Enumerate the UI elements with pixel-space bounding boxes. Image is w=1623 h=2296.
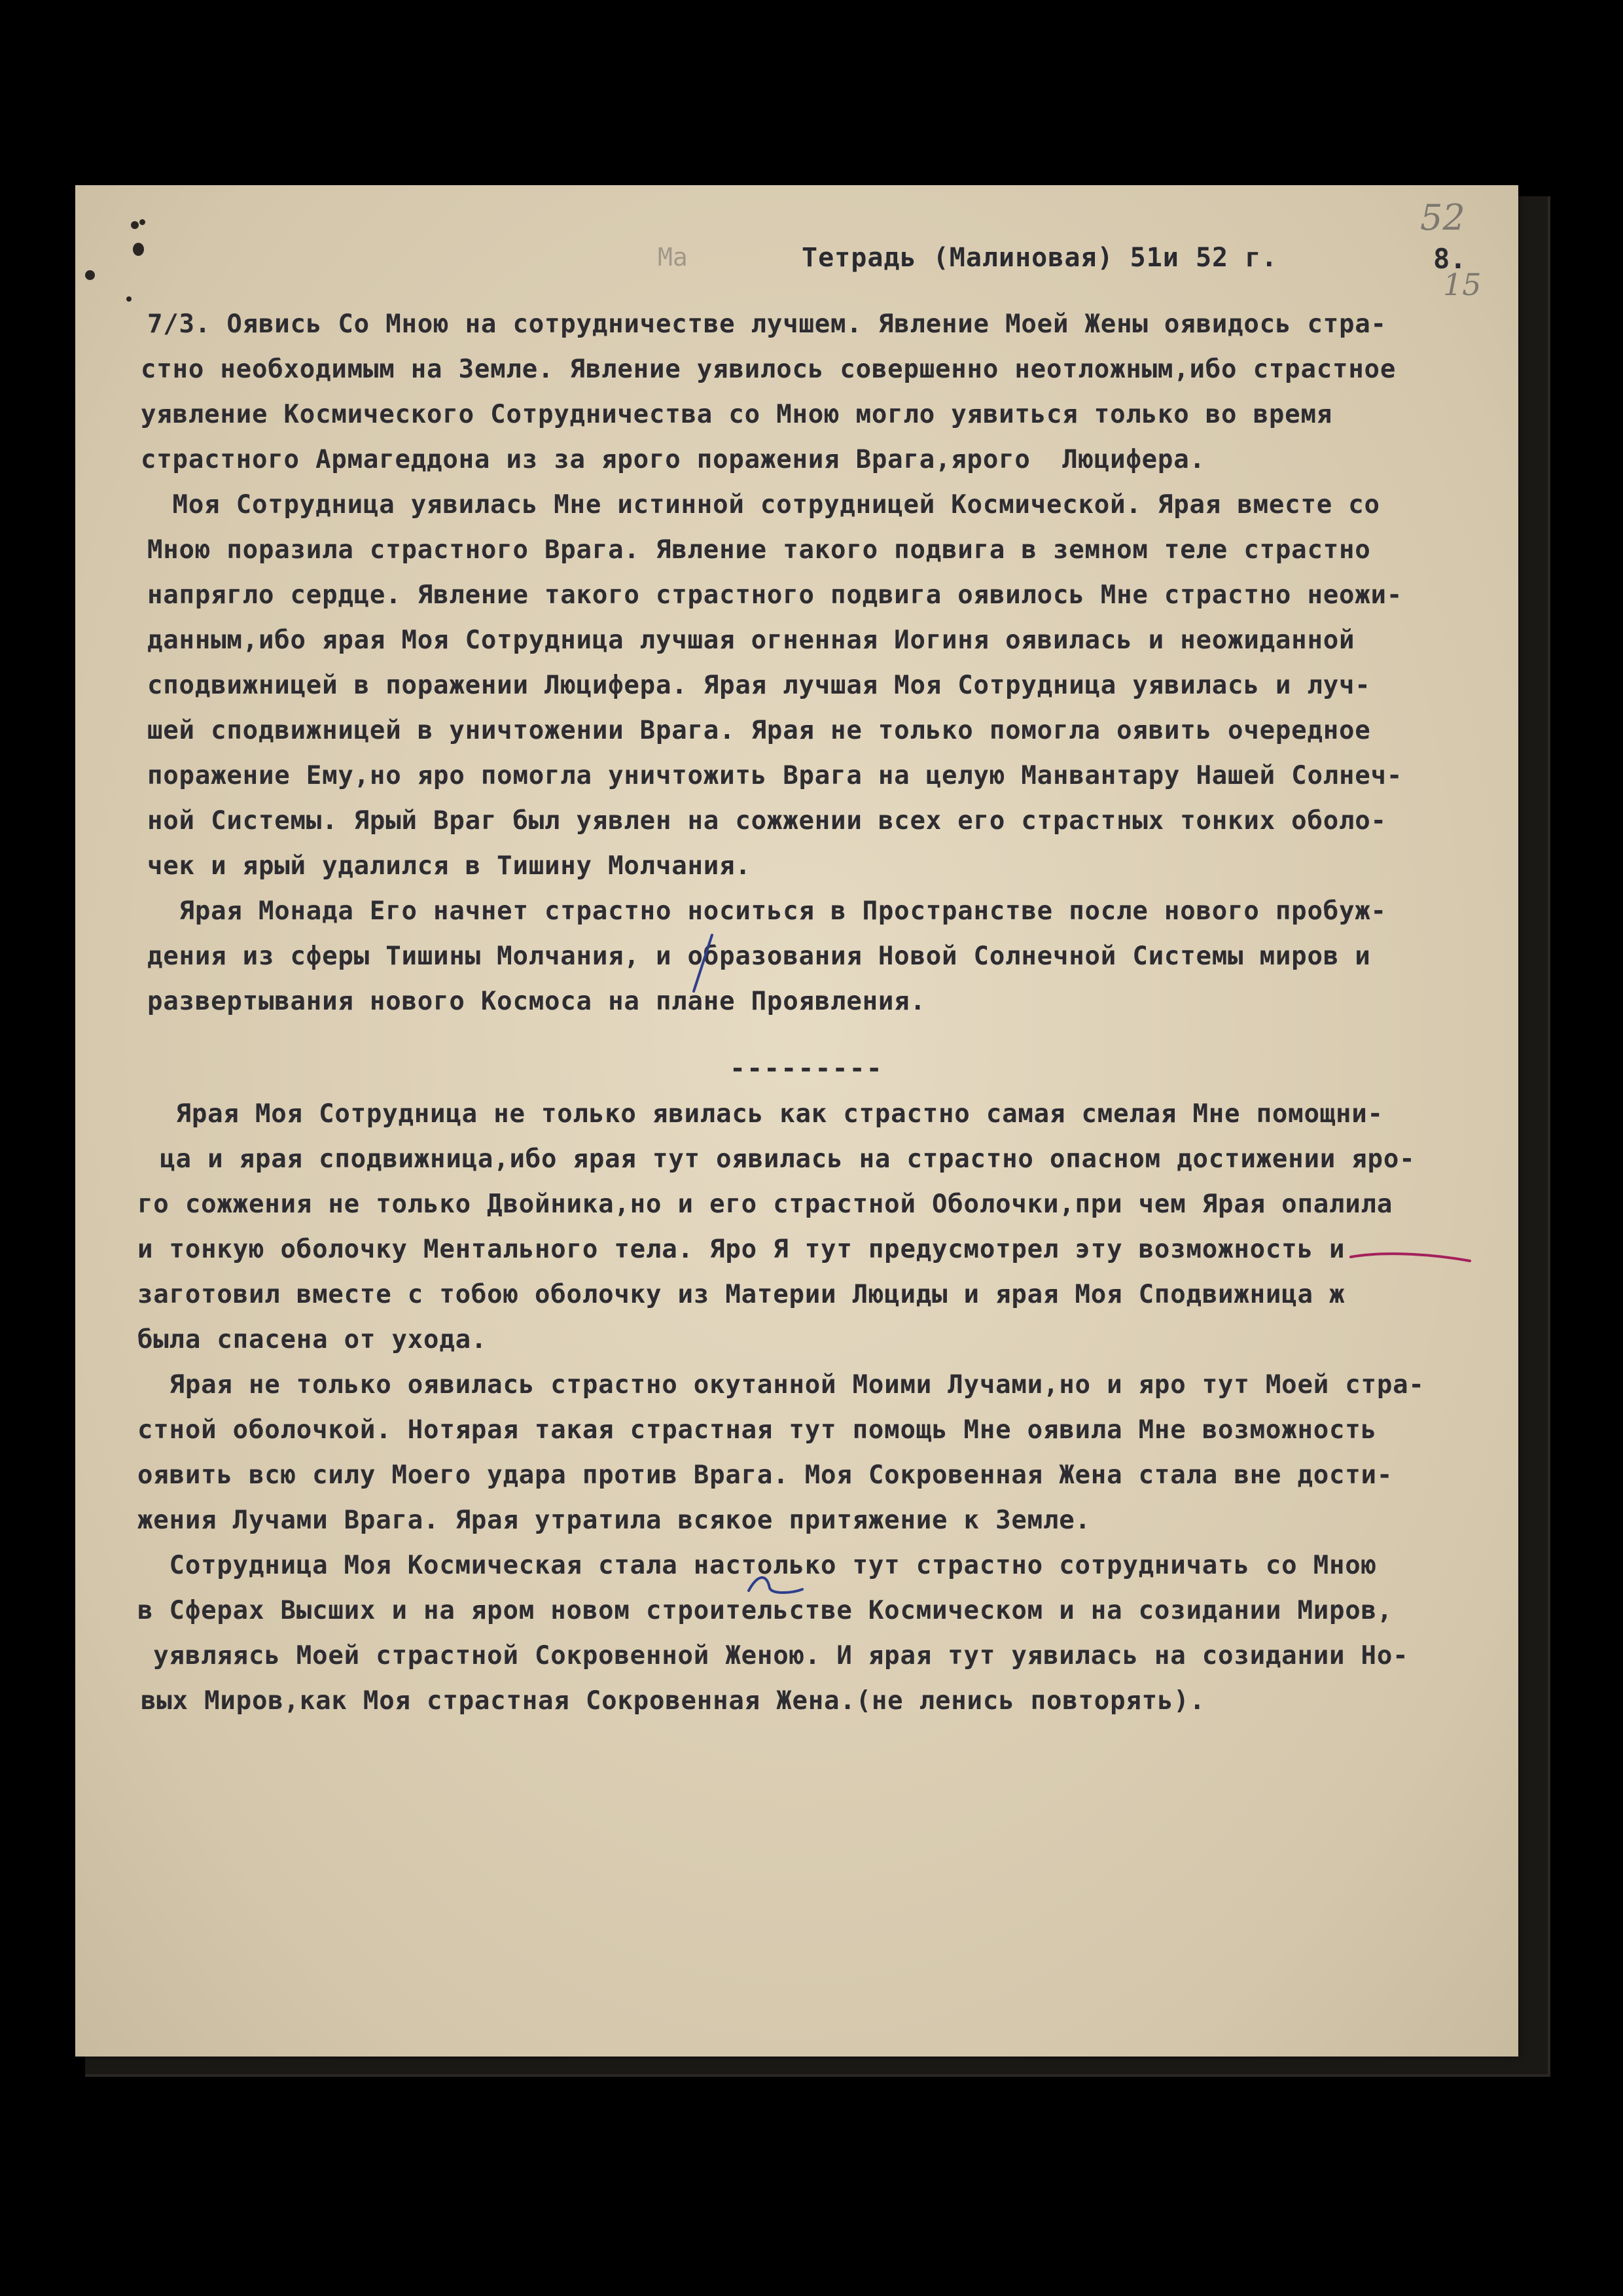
magenta-ink-underline [1348,1245,1472,1271]
text-line: дения из сферы Тишины Молчания, и образования Новой Солнечной Системы миров и [147,942,1371,971]
text-line: Ярая Монада Его начнет страстно носиться в Пространстве после нового пробуж- [147,896,1387,926]
text-line: ной Системы. Ярый Враг был уявлен на сожжении всех его страстных тонких оболо- [147,806,1387,836]
pencil-page-number: 52 [1420,197,1465,238]
blue-ink-correction-mark [746,1571,805,1597]
page-number: 8. [1433,243,1467,275]
text-line: вых Миров,как Моя страстная Сокровенная Жена.(не ленись повторять). [141,1686,1205,1716]
header-strikeout: Ма [658,243,688,272]
text-line: 7/3. Оявись Со Мною на сотрудничестве лучшем. Явление Моей Жены оявидось стра- [147,309,1387,339]
text-line: го сожжения не только Двойника,но и его страстной Оболочки,при чем Ярая опалила [137,1190,1393,1219]
pencil-sheet-number: 15 [1443,267,1482,302]
text-line: и тонкую оболочку Ментального тела. Яро Я тут предусмотрел эту возможность и [137,1235,1346,1264]
text-line: заготовил вместе с тобою оболочку из Материи Люциды и ярая Моя Сподвижница ж [137,1280,1346,1309]
text-line: Сотрудница Моя Космическая стала настолько тут страстно сотрудничать со Мною [137,1551,1377,1580]
punch-hole-2 [139,219,145,225]
text-line: уявление Космического Сотрудничества со Мною могло уявиться только во время [141,400,1332,429]
text-line: развертывания нового Космоса на плане Проявления. [147,987,926,1016]
text-line: Мною поразила страстного Врага. Явление такого подвига в земном теле страстно [147,535,1371,565]
text-line: шей сподвижницей в уничтожении Врага. Ярая не только помогла оявить очередное [147,716,1371,745]
text-line: жения Лучами Врага. Ярая утратила всякое притяжение к Земле. [137,1506,1091,1535]
text-line: в Сферах Высших и на яром новом строительстве Космическом и на созидании Миров, [137,1596,1393,1625]
text-line: сподвижницей в поражении Люцифера. Ярая лучшая Моя Сотрудница уявилась и луч- [147,671,1371,700]
text-line: страстного Армагеддона из за ярого поражения Врага,ярого Люцифера. [141,445,1205,474]
typewritten-page [75,185,1518,2057]
text-line: Ярая не только оявилась страстно окутанной Моими Лучами,но и яро тут Моей стра- [137,1370,1425,1400]
text-line: Моя Сотрудница уявилась Мне истинной сотрудницей Космической. Ярая вместе со [141,490,1380,520]
punch-hole-4 [85,270,95,280]
text-line: стно необходимым на Земле. Явление уявилось совершенно неотложным,ибо страстное [141,355,1397,384]
text-line: была спасена от ухода. [137,1325,488,1354]
section-divider: --------- [730,1053,883,1084]
text-line: ца и ярая сподвижница,ибо ярая тут оявилась на страстно опасном достижении яро- [144,1144,1416,1174]
document-title: Тетрадь (Малиновая) 51и 52 г. [802,243,1278,273]
text-line: поражение Ему,но яро помогла уничтожить Врага на целую Манвантару Нашей Солнеч- [147,761,1403,790]
text-line: Ярая Моя Сотрудница не только явилась как страстно самая смелая Мне помощни- [144,1099,1383,1129]
text-line: напрягло сердце. Явление такого страстного подвига оявилось Мне страстно неожи- [147,580,1403,610]
text-line: оявить всю силу Моего удара против Врага. Моя Сокровенная Жена стала вне дости- [137,1460,1393,1490]
blue-ink-slash-mark [681,931,720,997]
text-line: чек и ярый удалился в Тишину Молчания. [147,851,751,881]
punch-hole-1 [131,221,139,229]
punch-hole-5 [126,296,132,302]
punch-hole-3 [133,243,144,256]
text-line: уявляясь Моей страстной Сокровенной Женою. И ярая тут уявилась на созидании Но- [137,1641,1409,1670]
text-line: стной оболочкой. Нотярая такая страстная тут помощь Мне оявила Мне возможность [137,1415,1377,1445]
text-line: данным,ибо ярая Моя Сотрудница лучшая огненная Иогиня оявилась и неожиданной [147,626,1355,655]
